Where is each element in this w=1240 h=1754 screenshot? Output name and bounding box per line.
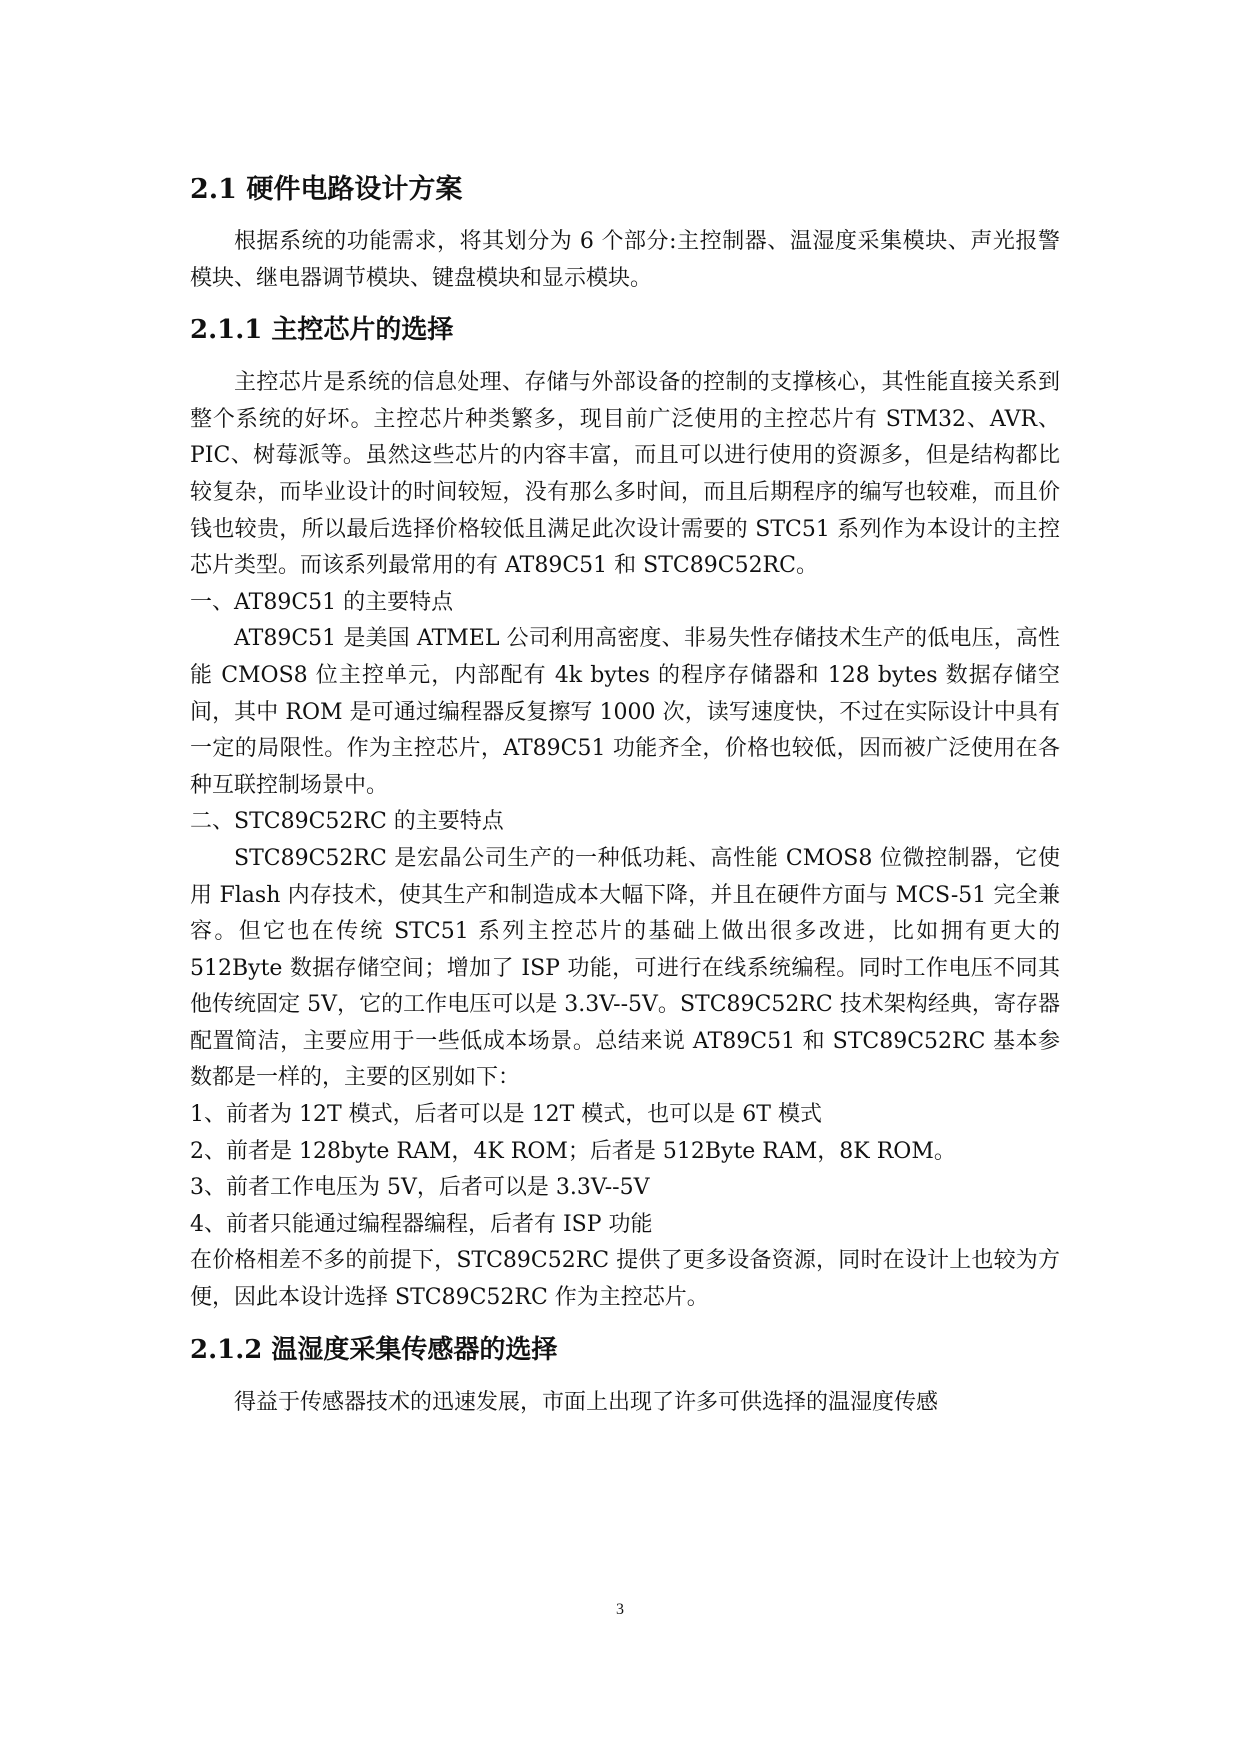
- stc89c52rc-feature-title: 二、STC89C52RC 的主要特点: [190, 809, 504, 835]
- chip-selection-paragraph: 主控芯片是系统的信息处理、存储与外部设备的控制的支撑核心，其性能直接关系到整个系统的好坏。主控芯片种类繁多，现目前广泛使用的主控芯片有 STM32、AVR、PIC、树莓派等。虽然这些芯片的内容丰富，而且可以进行使用的资源多，但是结构都比较复杂，而毕业设计的时间较短，没有那么多时间，而且后期程序的编写也较难，而且价钱也较贵，所以最后选择价格较低且满足此次设计需要的 STC51 系列作为本设计的主控芯片类型。而该系列最常用的有 AT89C51 和 STC89C52RC。: [190, 370, 1060, 579]
- difference-item-2: 2、前者是 128byte RAM，4K ROM；后者是 512Byte RAM，8K ROM。: [190, 1138, 956, 1164]
- section-heading-2-1: 2.1 硬件电路设计方案: [190, 174, 463, 205]
- chip-selection-conclusion: 在价格相差不多的前提下，STC89C52RC 提供了更多设备资源，同时在设计上也较为方便，因此本设计选择 STC89C52RC 作为主控芯片。: [190, 1248, 1060, 1311]
- page-content: [190, 166, 1060, 1421]
- difference-item-4: 4、前者只能通过编程器编程，后者有 ISP 功能: [190, 1211, 653, 1237]
- sensor-selection-paragraph: 得益于传感器技术的迅速发展，市面上出现了许多可供选择的温湿度传感: [234, 1389, 939, 1415]
- difference-item-3: 3、前者工作电压为 5V，后者可以是 3.3V--5V: [190, 1175, 650, 1201]
- section-heading-2-1-2: 2.1.2 温湿度采集传感器的选择: [190, 1334, 558, 1365]
- section-2-1-intro: 根据系统的功能需求，将其划分为 6 个部分:主控制器、温湿度采集模块、声光报警模块、继电器调节模块、键盘模块和显示模块。: [190, 229, 1060, 291]
- stc89c52rc-feature-body: STC89C52RC 是宏晶公司生产的一种低功耗、高性能 CMOS8 位微控制器，它使用 Flash 内存技术，使其生产和制造成本大幅下降，并且在硬件方面与 MCS-51 完全兼容。但它也在传统 STC51 系列主控芯片的基础上做出很多改进，比如拥有更大的 512Byte 数据存储空间；增加了 ISP 功能，可进行在线系统编程。同时工作电压不同其他传统固定 5V，它的工作电压可以是 3.3V--5V。STC89C52RC 技术架构经典，寄存器配置简洁，主要应用于一些低成本场景。总结来说 AT89C51 和 STC89C52RC 基本参数都是一样的，主要的区别如下：: [190, 845, 1060, 1091]
- at89c51-feature-body: AT89C51 是美国 ATMEL 公司利用高密度、非易失性存储技术生产的低电压，高性能 CMOS8 位主控单元，内部配有 4k bytes 的程序存储器和 128 bytes 数据存储空间，其中 ROM 是可通过编程器反复擦写 1000 次，读写速度快，不过在实际设计中具有一定的局限性。作为主控芯片，AT89C51 功能齐全，价格也较低，因而被广泛使用在各种互联控制场景中。: [190, 626, 1060, 798]
- difference-item-1: 1、前者为 12T 模式，后者可以是 12T 模式，也可以是 6T 模式: [190, 1102, 822, 1128]
- section-heading-2-1-1: 2.1.1 主控芯片的选择: [190, 315, 454, 346]
- page-number: 3: [616, 1601, 624, 1618]
- at89c51-feature-title: 一、AT89C51 的主要特点: [190, 589, 454, 615]
